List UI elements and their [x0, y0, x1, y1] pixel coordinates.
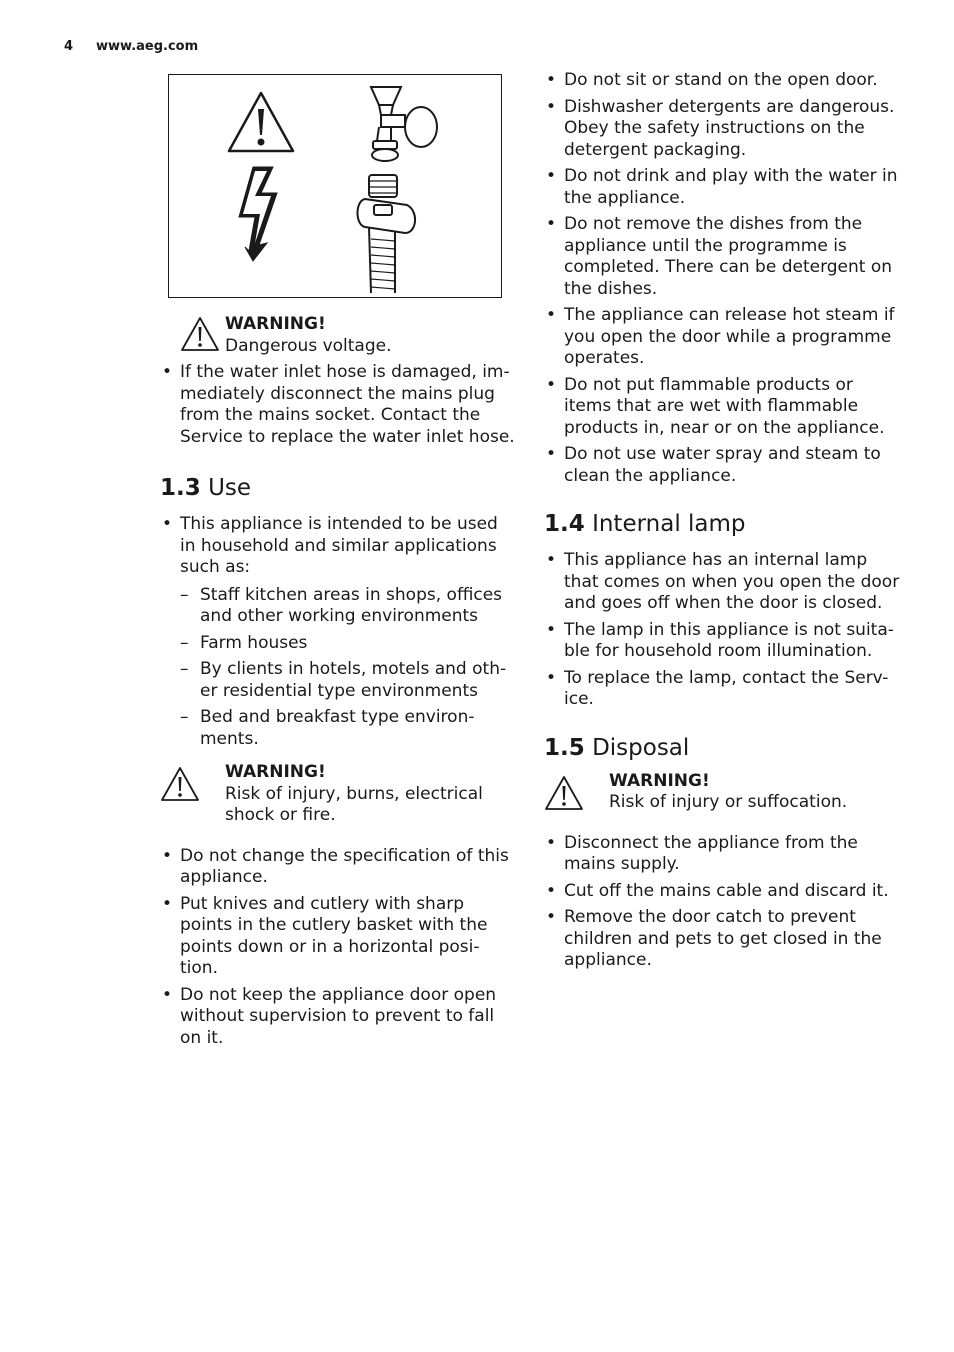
warning-triangle-icon [544, 775, 584, 811]
warning-use [160, 762, 516, 827]
list-item: • Do not remove the dishes from the appliance until the programme is completed. There can be detergent on the dishes. [544, 214, 904, 300]
list-item: • Do not put flammable products or items that are wet with flammable products in, near or on the appliance. [544, 375, 904, 440]
list-item: • Do not drink and play with the water in the appliance. [544, 166, 904, 209]
water-inlet-hose-icon [358, 175, 416, 293]
warning-triangle-icon [160, 766, 200, 802]
list-item: • Do not change the specification of this appliance. [160, 846, 516, 889]
list-item: • This appliance has an internal lamp that comes on when you open the door and goes off when the door is closed. [544, 550, 904, 615]
use-rules-list [160, 846, 516, 1050]
use-rules-list-continued [544, 70, 904, 487]
use-list [160, 514, 516, 750]
list-item: • Do not keep the appliance door open without supervision to prevent to fall on it. [160, 985, 516, 1050]
list-item: • Disconnect the appliance from the mains supply. [544, 833, 904, 876]
warning-triangle-icon [229, 93, 293, 151]
inlet-hose-list [160, 362, 516, 448]
page-number: 4 [64, 39, 74, 54]
warning-disposal [544, 771, 904, 814]
site-url: www.aeg.com [96, 39, 199, 54]
list-item: • Do not sit or stand on the open door. [544, 70, 904, 92]
warning-text: Dangerous voltage. [225, 335, 392, 356]
warning-voltage [160, 314, 516, 357]
disposal-list [544, 833, 904, 972]
lightning-bolt-icon [239, 167, 277, 261]
list-item: • This appliance is intended to be used in household and similar applications such as: – Staff kitchen areas in shops, offices and other working environments – Farm houses – By clients in hotels, motels and oth-er residential type environments – Bed and breakfast type environ-ments. [160, 514, 516, 750]
list-item: • Cut off the mains cable and discard it. [544, 881, 904, 903]
warning-title: WARNING! [225, 314, 326, 334]
section-heading-use: 1.3 Use [160, 475, 252, 501]
right-column [544, 70, 904, 977]
list-item: – By clients in hotels, motels and oth-er residential type environments [180, 659, 516, 702]
lamp-list [544, 550, 904, 711]
list-item: – Farm houses [180, 633, 516, 655]
warning-title: WARNING! [609, 770, 710, 791]
list-item: • Dishwasher detergents are dangerous. Obey the safety instructions on the detergent packaging. [544, 97, 904, 162]
use-sublist [180, 585, 516, 751]
list-item: • Remove the door catch to prevent children and pets to get closed in the appliance. [544, 907, 904, 972]
warning-text: Risk of injury, burns, electrical shock or fire. [225, 783, 483, 825]
list-item: – Bed and breakfast type environ-ments. [180, 707, 516, 750]
left-column [160, 74, 516, 1054]
list-item: • To replace the lamp, contact the Serv-ice. [544, 668, 904, 711]
safety-illustration [168, 74, 502, 298]
section-heading-disposal: 1.5 Disposal [544, 734, 690, 761]
list-item: • Do not use water spray and steam to clean the appliance. [544, 444, 904, 487]
list-item: • The lamp in this appliance is not suita-ble for household room illumination. [544, 620, 904, 663]
tap-hose-illustration [169, 75, 503, 299]
water-tap-icon [371, 87, 437, 161]
section-heading-internal-lamp: 1.4 Internal lamp [544, 511, 746, 537]
warning-title: WARNING! [225, 762, 326, 782]
list-item: • If the water inlet hose is damaged, im-mediately disconnect the mains plug from the mains socket. Contact the Service to replace the water inlet hose. [160, 362, 516, 448]
warning-triangle-icon [180, 316, 220, 352]
warning-text: Risk of injury or suffocation. [609, 792, 848, 812]
list-item: • The appliance can release hot steam if you open the door while a programme operates. [544, 305, 904, 370]
list-item: – Staff kitchen areas in shops, offices and other working environments [180, 585, 516, 628]
list-item: • Put knives and cutlery with sharp points in the cutlery basket with the points down or in a horizontal posi-tion. [160, 894, 516, 980]
